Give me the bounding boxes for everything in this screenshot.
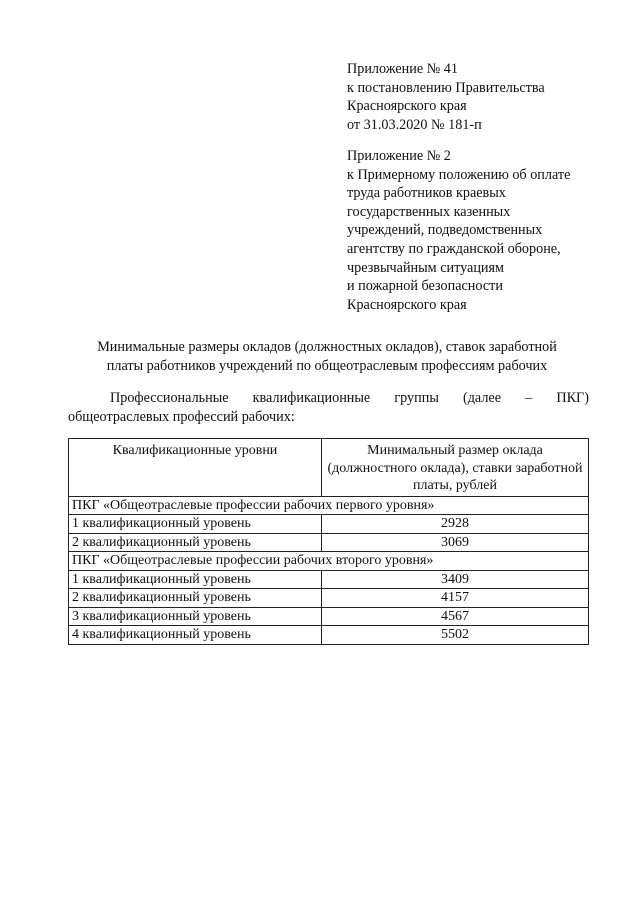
group-title: ПКГ «Общеотраслевые профессии рабочих второго уровня» [69,552,589,571]
intro-word: – [525,390,533,406]
qualification-level: 3 квалификационный уровень [69,607,322,626]
salary-value: 2928 [322,515,589,534]
intro-word: группы [394,390,439,406]
intro-word: квалификационные [252,390,371,406]
title-line: платы работников учреждений по общеотраслевым профессиям рабочих [106,358,548,374]
annex-line: к постановлению Правительства [347,79,545,96]
header-qualification-levels: Квалификационные уровни [69,439,322,497]
intro-line-2: общеотраслевых профессий рабочих: [68,408,295,425]
header-minimum-salary: Минимальный размер оклада (должностного оклада), ставки заработной платы, рублей [322,439,589,497]
annex-line: к Примерному положению об оплате [347,166,571,183]
table-row [69,515,589,534]
annex-line: от 31.03.2020 № 181-п [347,116,482,133]
table-group-row [69,552,589,571]
table-row [69,570,589,589]
group-title: ПКГ «Общеотраслевые профессии рабочих первого уровня» [69,496,589,515]
salary-value: 4157 [322,589,589,608]
qualification-level: 1 квалификационный уровень [69,570,322,589]
annex-line: Красноярского края [347,296,467,313]
salary-value: 5502 [322,626,589,645]
qualification-level: 1 квалификационный уровень [69,515,322,534]
annex-line: труда работников краевых [347,185,506,202]
annex-line: чрезвычайным ситуациям [347,259,505,276]
intro-word: (далее [462,390,502,406]
intro-paragraph [68,389,589,426]
salary-value: 3069 [322,533,589,552]
annex-2-header [347,147,617,314]
annex-line: Приложение № 41 [347,61,458,77]
qualification-level: 4 квалификационный уровень [69,626,322,645]
annex-line: учреждений, подведомственных [347,222,543,239]
intro-word: ПКГ) [556,390,589,406]
intro-line-1 [68,389,589,408]
title-line: Минимальные размеры окладов (должностных окладов), ставок заработной [97,339,557,355]
table-row [69,589,589,608]
table-header-row [69,439,589,497]
table-group-row [69,496,589,515]
annex-41-header [347,60,617,134]
salary-table [68,438,589,645]
salary-value: 4567 [322,607,589,626]
annex-line: агентству по гражданской обороне, [347,240,561,257]
annex-line: и пожарной безопасности [347,278,503,295]
qualification-level: 2 квалификационный уровень [69,589,322,608]
intro-word: Профессиональные [110,390,229,406]
qualification-level: 2 квалификационный уровень [69,533,322,552]
salary-value: 3409 [322,570,589,589]
table-row [69,533,589,552]
annex-line: Приложение № 2 [347,148,451,164]
annex-line: Красноярского края [347,98,467,115]
table-row [69,626,589,645]
document-title [68,338,586,376]
annex-line: государственных казенных [347,203,511,220]
table-row [69,607,589,626]
